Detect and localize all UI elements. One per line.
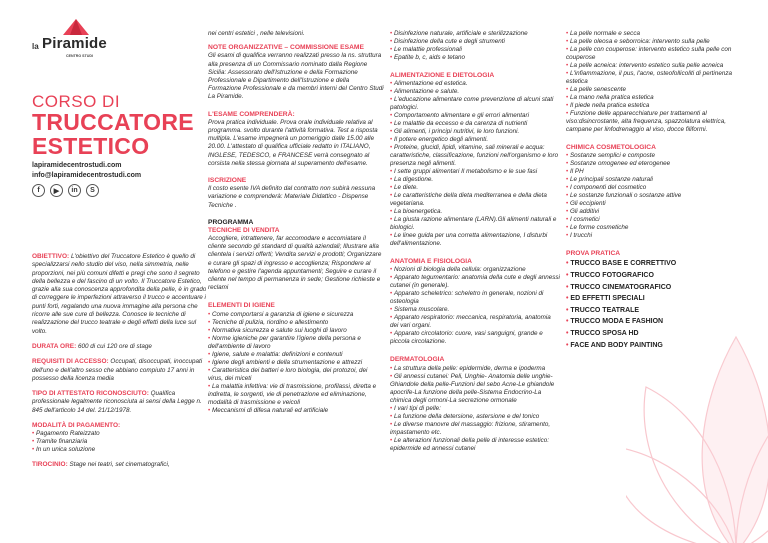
list-item: • La pelle con couperose: intervento estetico sulla pelle con couperose <box>566 46 746 62</box>
list-item: • La pelle senescente <box>566 86 746 94</box>
tipo-text: Qualifica professionale legalmente riconosciuta ai sensi della Legge n. 845 dell'articolo 14 del. 21/12/1978. <box>32 390 202 414</box>
list-item: • Come comportarsi a garanzia di igiene e sicurezza <box>208 311 384 319</box>
list-item: • TRUCCO BASE E CORRETTIVO <box>566 258 746 270</box>
list-item: • Sostanze semplici e composte <box>566 152 746 160</box>
list-item: • I componenti del cosmetico <box>566 184 746 192</box>
list-item: • La pelle acneica: intervento estetico sulla pelle acneica <box>566 62 746 70</box>
logo-la: la <box>32 42 39 51</box>
prova-list <box>566 258 746 351</box>
youtube-icon[interactable]: ▶ <box>50 184 63 197</box>
list-item: • Le diverse manovre del massaggio: frizione, stiramento, impastamento etc. <box>390 421 560 437</box>
prova-heading: PROVA PRATICA <box>566 250 621 258</box>
tipo-paragraph <box>32 390 206 415</box>
list-item: • Funzione delle apparecchiature per trattamenti al viso:disincrostante, alta frequenza, spazzolatura elettrica, campane per linfodrenaggio al viso, docce filiformi. <box>566 110 746 134</box>
list-item: • ED EFFETTI SPECIALI <box>566 293 746 305</box>
title-line2: TRUCCATORE <box>32 109 194 135</box>
list-item: • TRUCCO FOTOGRAFICO <box>566 270 746 282</box>
list-item: • La struttura della pelle: epidermide, derma e ipoderma <box>390 365 560 373</box>
durata-label: DURATA ORE: <box>32 342 77 350</box>
anatomia-heading: ANATOMIA E FISIOLOGIA <box>390 258 472 266</box>
list-item: • Epatite b, c, aids e tetano <box>390 54 560 62</box>
durata-text: 600 di cui 120 ore di stage <box>76 342 152 350</box>
list-item: • Le forme cosmetiche <box>566 224 746 232</box>
list-item: • Le principali sostanze naturali <box>566 176 746 184</box>
pagamento-list <box>32 430 206 454</box>
list-item: • Le linee guida per una corretta alimentazione, I disturbi dell'alimentazione. <box>390 232 560 248</box>
list-item: • L'educazione alimentare come prevenzione di alcuni stati patologici. <box>390 96 560 112</box>
list-item: • Normativa sicurezza e salute sui luoghi di lavoro <box>208 327 384 335</box>
list-item: • TRUCCO SPOSA HD <box>566 328 746 340</box>
chimica-heading: CHIMICA COSMETOLOGICA <box>566 144 656 151</box>
list-item: • L'infiammazione, il pus, l'acne, osteofollicoliti di pertinenza estetica <box>566 70 746 86</box>
programma-heading: PROGRAMMA <box>208 218 254 226</box>
requisiti-label: REQUISITI DI ACCESSO: <box>32 358 109 366</box>
list-item: • Gli annessi cutanei: Peli, Unghie- Anatomia delle unghie- Ghiandole della pelle-Funzioni del sebo Acne-Le ghiandole apocrife-La funzione della pelle-Sistema Endocrino-La chimica degli ormoni-La secrezione ormonale <box>390 373 560 405</box>
title-line3: ESTETICO <box>32 133 150 159</box>
list-item: • Le malattie da eccesso e da carenza di nutrienti <box>390 120 560 128</box>
list-item: • Comportamento alimentare e gli errori alimentari <box>390 112 560 120</box>
email-link[interactable]: info@lapiramidecentrostudi.com <box>32 172 142 179</box>
social-icons <box>32 184 99 197</box>
list-item: • La funzione della detersione, astersione e del tonico <box>390 413 560 421</box>
igiene-list <box>208 311 384 415</box>
list-item: • Le diete. <box>390 184 560 192</box>
iscrizione-heading: ISCRIZIONE <box>208 177 247 185</box>
facebook-icon[interactable]: f <box>32 184 45 197</box>
list-item: • Le caratteristiche della dieta mediterranea e della dieta vegetariana. <box>390 192 560 208</box>
list-item: • TRUCCO MODA E FASHION <box>566 316 746 328</box>
chimica-list <box>566 152 746 240</box>
obiettivo-label: OBIETTIVO: <box>32 253 70 260</box>
list-item: • Gli additivi <box>566 208 746 216</box>
linkedin-icon[interactable]: in <box>68 184 81 197</box>
column-3 <box>390 2 560 543</box>
column-2 <box>208 2 384 543</box>
list-item: • Sistema muscolare. <box>390 306 560 314</box>
list-item: • Igiene, salute e malattia: definizioni e contenuti <box>208 351 384 359</box>
note-text: Gli esami di qualifica verranno realizzati presso la ns. struttura alla presenza di un Commissario nominato dalla Regione Sicilia: Assessorato dell'Istruzione e della Formazione Professionale e Dipartimento dell'Istruzione e della Formazione Professionale e da membri interni del Centro Studi La Piramide. <box>208 52 384 101</box>
note-heading: NOTE ORGANIZZATIVE – COMMISSIONE ESAME <box>208 44 364 52</box>
cover-column <box>26 0 206 543</box>
list-item: • Igiene degli ambienti e della strumentazione e attrezzi <box>208 359 384 367</box>
list-item: • La giusta razione alimentare (LARN).Gli alimenti naturali e biologici. <box>390 216 560 232</box>
list-item: • Apparato circolatorio: cuore, vasi sanguigni, grande e piccola circolazione. <box>390 330 560 346</box>
list-item: • La digestione. <box>390 176 560 184</box>
anatomia-list <box>390 266 560 346</box>
title-main <box>32 110 194 158</box>
list-item: • Disinfezione naturale, artificiale e sterilizzazione <box>390 30 560 38</box>
list-item: • Gli eccipienti <box>566 200 746 208</box>
durata-paragraph <box>32 343 206 351</box>
logo-sub: CENTRO STUDI <box>66 54 93 58</box>
list-item: • Le malattie professionali <box>390 46 560 54</box>
logo-name: Piramide <box>42 35 107 52</box>
website-link[interactable]: lapiramidecentrostudi.com <box>32 162 122 169</box>
logo <box>32 18 122 74</box>
list-item: • Gli alimenti, i principi nutritivi, le loro funzioni. <box>390 128 560 136</box>
list-item: • TRUCCO CINEMATOGRAFICO <box>566 282 746 294</box>
vendita-text: Accogliere, intrattenere, far accomodare e accomiatare il cliente secondo gli standard di qualità aziendali; Illustrare alla clientela i servizi offerti; Vendita servizi e prodotti; Organizzare e curare gli spazi di ingresso e accoglienza; Rispondere al telefono e gestire l'agenda appuntamenti; Seguire e curare il cliente nel tempo di permanenza in sede; Gestione richieste e reclami <box>208 235 382 292</box>
pagamento-paragraph <box>32 422 206 430</box>
tirocinio-text: Stage nei teatri, set cinematografici, <box>67 461 170 469</box>
skype-icon[interactable]: S <box>86 184 99 197</box>
esame-heading: L'ESAME COMPRENDERÀ: <box>208 110 295 118</box>
list-item: • Meccanismi di difesa naturali ed artificiale <box>208 407 384 415</box>
list-item: • Proteine, glucidi, lipidi, vitamine, sali minerali e acqua: caratteristiche, classificazione, funzioni nell'organismo e loro presenza negli alimenti. <box>390 144 560 168</box>
list-item: • Il potere energetico degli alimenti. <box>390 136 560 144</box>
vendita-heading: TECNICHE DI VENDITA <box>208 227 280 235</box>
list-item: • Tecniche di pulizia, riordino e allestimento <box>208 319 384 327</box>
column-4 <box>566 2 746 543</box>
list-item: • FACE AND BODY PAINTING <box>566 340 746 352</box>
list-item: • La malattia infettiva: vie di trasmissione, profilassi, diretta e indiretta, le sorgenti, vie di penetrazione ed eliminazione, modalità di trasmissione e veicoli <box>208 383 384 407</box>
list-item: • I vari tipi di pelle: <box>390 405 560 413</box>
iscrizione-text: Il costo esente IVA definito dal contratto non subirà nessuna variazione e comprenderà: Materiale Didattico - Dispense Tecniche . <box>208 185 376 209</box>
esame-text: Prova pratica individuale. Prova orale individuale relativa al programma. svolto durante l'attività formativa. Test a risposta multipla. L'esame impegnerà un pomeriggio dalle 15.00 alle 20.00. L'attestato di qualifica ufficiale redatto in ITALIANO, INGLESE, TEDESCO, e FRANCESE verrà consegnato al corsista nella stessa giornata al superamento dell'esame. <box>208 118 378 167</box>
top-list <box>390 30 560 62</box>
list-item: • Caratteristica dei batteri e loro biologia, dei protozoi, dei virus, dei miceti <box>208 367 384 383</box>
list-item: • Il PH <box>566 168 746 176</box>
obiettivo-paragraph <box>32 253 206 336</box>
list-item: • In un unica soluzione <box>32 446 206 454</box>
list-item: • Disinfezione della cute e degli strumenti <box>390 38 560 46</box>
obiettivo-text: L'obiettivo del Truccatore Estetico è quello di specializzarsi nello studio del viso, nella simmetria, nelle proporzioni, nei più comuni difetti e pregi che sono il segreto della bellezza e del fascino di un volto. Il Truccatore Estetico, grazie alla sua conoscenza approfondita della pelle, è in grado di correggere le imperfezioni attraverso il trucco e accentuare i punti forti, regalando una nuova immagine alla persona che ricorre alle sue cure di bellezza. Conosce le tecniche di realizzazione del trucco teatrale e degli effetti della luce sul volto. <box>32 253 206 335</box>
tirocinio-label: TIROCINIO: <box>32 461 68 469</box>
list-item: • I cosmetici <box>566 216 746 224</box>
list-item: • I sette gruppi alimentari Il metabolismo e le sue fasi <box>390 168 560 176</box>
tirocinio-paragraph <box>32 461 206 469</box>
list-item: • Sostanze omogenee ed eterogenee <box>566 160 746 168</box>
pagamento-label: MODALITÀ DI PAGAMENTO: <box>32 422 121 430</box>
list-item: • La pelle normale e secca <box>566 30 746 38</box>
igiene-heading: ELEMENTI DI IGIENE <box>208 302 275 310</box>
list-item: • Le sostanze funzionali o sostanze attive <box>566 192 746 200</box>
tipo-label: TIPO DI ATTESTATO RICONOSCIUTO: <box>32 390 149 398</box>
list-item: • La pelle oleosa e seborroica: intervento sulla pelle <box>566 38 746 46</box>
list-item: • La bioenergetica. <box>390 208 560 216</box>
course-info <box>32 253 206 470</box>
dermatologia-list <box>390 365 560 453</box>
list-item: • Alimentazione e salute. <box>390 88 560 96</box>
dermatologia-heading: DERMATOLOGIA <box>390 356 445 364</box>
alimentazione-list <box>390 80 560 248</box>
list-item: • Il piede nella pratica estetica <box>566 102 746 110</box>
alimentazione-heading: ALIMENTAZIONE E DIETOLOGIA <box>390 72 495 79</box>
title-line1: CORSO DI <box>32 92 121 111</box>
list-item: • Norme igieniche per garantire l'igiene della persona e dell'ambiente di lavoro <box>208 335 384 351</box>
requisiti-paragraph <box>32 358 206 383</box>
pelle-list <box>566 30 746 134</box>
list-item: • Apparato scheletrico: scheletro in generale, nozioni di osteologia <box>390 290 560 306</box>
list-item: • TRUCCO TEATRALE <box>566 305 746 317</box>
list-item: • Alimentazione ed estetica. <box>390 80 560 88</box>
contact-block <box>32 161 141 181</box>
list-item: • Apparato respiratorio: meccanica, respiratoria, anatomia dei vari organi. <box>390 314 560 330</box>
list-item: • Le alterazioni funzionali della pelle di interesse estetico: epidermide ed annessi cutanei <box>390 437 560 453</box>
list-item: • Apparato tegumentario: anatomia della cute e degli annessi cutanei (in generale). <box>390 274 560 290</box>
intro-text: nei centri estetici , nelle televisioni. <box>208 30 305 37</box>
pyramid-icon <box>62 18 90 36</box>
list-item: • Pagamento Rateizzato <box>32 430 206 438</box>
list-item: • La mano nella pratica estetica <box>566 94 746 102</box>
list-item: • Nozioni di biologia della cellula: organizzazione <box>390 266 560 274</box>
list-item: • Tramite finanziaria <box>32 438 206 446</box>
requisiti-text: Occupati, disoccupati, inoccupati dell'uno e dell'altro sesso che abbiano compiuto 17 anni in possesso della licenza media <box>32 358 203 382</box>
list-item: • I trucchi <box>566 232 746 240</box>
